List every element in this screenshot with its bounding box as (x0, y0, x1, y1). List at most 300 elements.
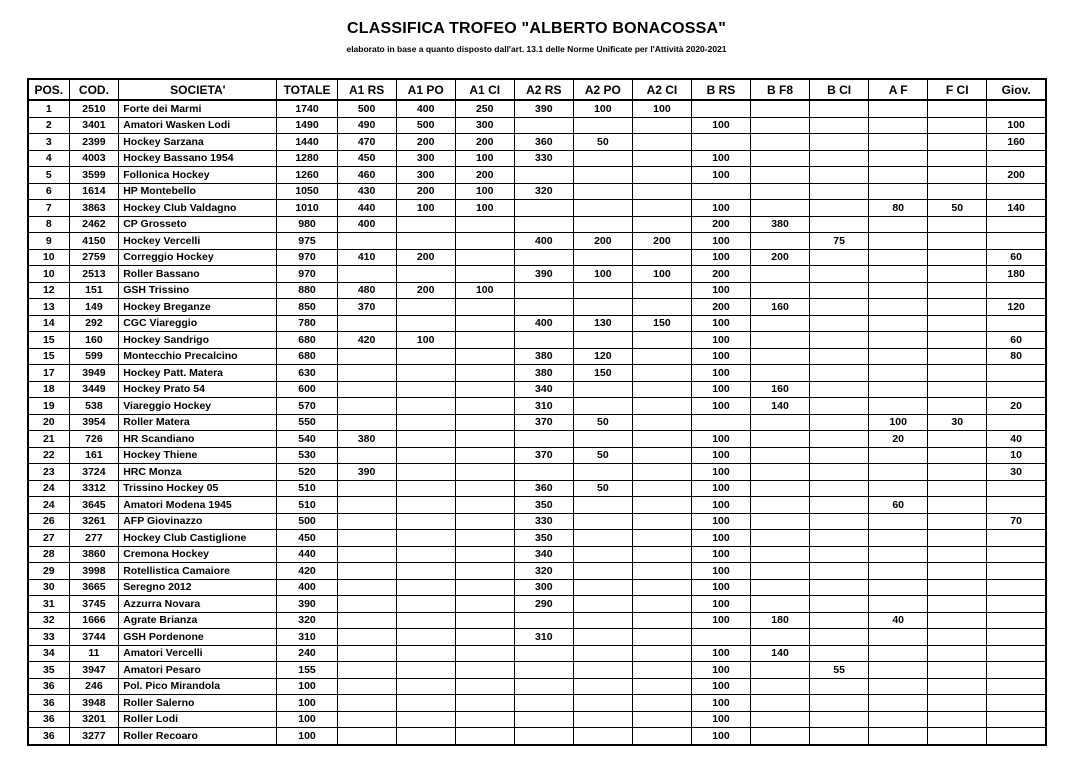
cell-b-rs (691, 100, 750, 117)
cell-a-f (869, 530, 928, 547)
cell-a-f (869, 332, 928, 349)
cell-giov (987, 530, 1046, 547)
cell-b-rs: 100 (691, 563, 750, 580)
cell-a-f (869, 596, 928, 613)
cell-a2-ci (632, 431, 691, 448)
cell-a1-rs (337, 365, 396, 382)
cell-cod: 726 (69, 431, 119, 448)
cell-a2-po (573, 464, 632, 481)
cell-totale: 780 (277, 315, 337, 332)
cell-a-f: 60 (869, 497, 928, 514)
cell-b-f8: 140 (751, 398, 810, 415)
table-row (28, 596, 1046, 613)
cell-pos: 29 (28, 563, 69, 580)
cell-totale: 1490 (277, 117, 337, 134)
cell-a1-ci (455, 447, 514, 464)
column-header-f-ci: F CI (928, 79, 987, 100)
cell-b-rs: 100 (691, 348, 750, 365)
cell-b-ci (810, 216, 869, 233)
cell-giov (987, 678, 1046, 695)
table-row (28, 563, 1046, 580)
cell-a1-ci: 100 (455, 282, 514, 299)
cell-societa: Correggio Hockey (119, 249, 277, 266)
cell-societa: Roller Recoaro (119, 728, 277, 745)
cell-a1-ci (455, 464, 514, 481)
cell-b-f8 (751, 100, 810, 117)
cell-cod: 3860 (69, 546, 119, 563)
cell-a2-rs: 390 (514, 100, 573, 117)
cell-cod: 2513 (69, 266, 119, 283)
cell-societa: Hockey Club Castiglione (119, 530, 277, 547)
cell-societa: Forte dei Marmi (119, 100, 277, 117)
cell-a1-rs (337, 348, 396, 365)
cell-a1-po: 500 (396, 117, 455, 134)
cell-giov: 100 (987, 117, 1046, 134)
cell-b-f8 (751, 464, 810, 481)
cell-cod: 160 (69, 332, 119, 349)
cell-societa: Seregno 2012 (119, 579, 277, 596)
cell-a2-ci (632, 299, 691, 316)
cell-a2-po (573, 662, 632, 679)
cell-b-rs: 100 (691, 249, 750, 266)
cell-b-rs: 200 (691, 299, 750, 316)
cell-totale: 880 (277, 282, 337, 299)
cell-giov (987, 216, 1046, 233)
cell-a1-po (396, 348, 455, 365)
cell-b-rs: 100 (691, 150, 750, 167)
cell-f-ci: 30 (928, 414, 987, 431)
cell-a2-po (573, 167, 632, 184)
cell-a2-po (573, 530, 632, 547)
cell-b-ci (810, 513, 869, 530)
cell-pos: 27 (28, 530, 69, 547)
table-row (28, 100, 1046, 117)
cell-societa: Hockey Patt. Matera (119, 365, 277, 382)
cell-b-rs: 100 (691, 365, 750, 382)
cell-cod: 1666 (69, 612, 119, 629)
cell-societa: GSH Pordenone (119, 629, 277, 646)
cell-f-ci (928, 662, 987, 679)
cell-a2-ci (632, 629, 691, 646)
cell-a-f (869, 233, 928, 250)
cell-cod: 3599 (69, 167, 119, 184)
cell-f-ci (928, 645, 987, 662)
cell-totale: 680 (277, 348, 337, 365)
cell-a2-ci (632, 150, 691, 167)
cell-b-f8 (751, 332, 810, 349)
cell-b-f8 (751, 662, 810, 679)
cell-cod: 3998 (69, 563, 119, 580)
cell-cod: 3665 (69, 579, 119, 596)
cell-cod: 2510 (69, 100, 119, 117)
cell-a2-rs: 400 (514, 233, 573, 250)
cell-a-f (869, 150, 928, 167)
cell-a1-rs (337, 563, 396, 580)
cell-giov (987, 100, 1046, 117)
cell-a1-ci (455, 596, 514, 613)
cell-a1-rs (337, 530, 396, 547)
table-row (28, 117, 1046, 134)
cell-a1-ci: 200 (455, 134, 514, 151)
cell-giov (987, 546, 1046, 563)
cell-societa: Follonica Hockey (119, 167, 277, 184)
cell-a1-rs: 480 (337, 282, 396, 299)
cell-b-f8 (751, 315, 810, 332)
column-header-a-f: A F (869, 79, 928, 100)
cell-a1-ci (455, 497, 514, 514)
cell-b-f8 (751, 579, 810, 596)
cell-pos: 28 (28, 546, 69, 563)
cell-a2-rs (514, 612, 573, 629)
cell-societa: HR Scandiano (119, 431, 277, 448)
cell-f-ci (928, 612, 987, 629)
cell-b-ci: 75 (810, 233, 869, 250)
cell-a1-po (396, 645, 455, 662)
cell-b-rs: 100 (691, 233, 750, 250)
cell-a1-ci (455, 662, 514, 679)
cell-a1-ci (455, 546, 514, 563)
cell-a1-ci (455, 711, 514, 728)
cell-b-f8: 140 (751, 645, 810, 662)
cell-b-ci (810, 695, 869, 712)
cell-societa: Viareggio Hockey (119, 398, 277, 415)
table-row (28, 233, 1046, 250)
cell-totale: 600 (277, 381, 337, 398)
cell-f-ci (928, 266, 987, 283)
cell-a1-ci (455, 299, 514, 316)
cell-societa: Amatori Modena 1945 (119, 497, 277, 514)
cell-b-ci (810, 678, 869, 695)
cell-a2-po: 100 (573, 266, 632, 283)
table-row (28, 579, 1046, 596)
cell-f-ci: 50 (928, 200, 987, 217)
cell-a-f (869, 282, 928, 299)
cell-b-ci (810, 299, 869, 316)
cell-societa: Amatori Pesaro (119, 662, 277, 679)
cell-totale: 240 (277, 645, 337, 662)
cell-a2-rs (514, 431, 573, 448)
cell-societa: HP Montebello (119, 183, 277, 200)
cell-a2-rs (514, 695, 573, 712)
cell-a2-po (573, 612, 632, 629)
cell-a1-ci (455, 332, 514, 349)
table-row (28, 381, 1046, 398)
cell-cod: 161 (69, 447, 119, 464)
table-row (28, 183, 1046, 200)
cell-cod: 3449 (69, 381, 119, 398)
cell-b-ci (810, 596, 869, 613)
cell-a-f: 80 (869, 200, 928, 217)
cell-cod: 1614 (69, 183, 119, 200)
cell-f-ci (928, 233, 987, 250)
cell-b-ci (810, 167, 869, 184)
cell-giov: 30 (987, 464, 1046, 481)
cell-a2-rs: 330 (514, 150, 573, 167)
cell-a2-ci (632, 365, 691, 382)
cell-a1-rs (337, 381, 396, 398)
cell-a2-rs (514, 678, 573, 695)
cell-a1-ci (455, 348, 514, 365)
cell-totale: 630 (277, 365, 337, 382)
cell-pos: 19 (28, 398, 69, 415)
cell-giov (987, 233, 1046, 250)
cell-a1-ci (455, 728, 514, 745)
cell-a1-rs (337, 398, 396, 415)
cell-a2-ci (632, 332, 691, 349)
cell-cod: 3949 (69, 365, 119, 382)
cell-b-rs: 100 (691, 497, 750, 514)
cell-pos: 36 (28, 695, 69, 712)
cell-giov: 200 (987, 167, 1046, 184)
cell-a2-rs: 380 (514, 365, 573, 382)
cell-a2-po (573, 497, 632, 514)
cell-societa: GSH Trissino (119, 282, 277, 299)
cell-a2-ci (632, 579, 691, 596)
cell-a2-rs: 360 (514, 480, 573, 497)
cell-societa: Montecchio Precalcino (119, 348, 277, 365)
cell-a2-po (573, 282, 632, 299)
cell-a1-po: 100 (396, 332, 455, 349)
cell-societa: Agrate Brianza (119, 612, 277, 629)
cell-b-f8 (751, 117, 810, 134)
cell-b-rs: 100 (691, 728, 750, 745)
cell-cod: 11 (69, 645, 119, 662)
cell-pos: 5 (28, 167, 69, 184)
cell-a-f (869, 579, 928, 596)
cell-a1-rs (337, 480, 396, 497)
cell-a1-po (396, 629, 455, 646)
table-row (28, 315, 1046, 332)
cell-a2-rs: 330 (514, 513, 573, 530)
cell-cod: 149 (69, 299, 119, 316)
cell-giov (987, 414, 1046, 431)
cell-a-f (869, 662, 928, 679)
cell-a1-po (396, 546, 455, 563)
table-row (28, 348, 1046, 365)
cell-a2-rs (514, 728, 573, 745)
cell-cod: 3863 (69, 200, 119, 217)
cell-a2-ci (632, 464, 691, 481)
cell-a2-rs (514, 299, 573, 316)
cell-a2-rs (514, 464, 573, 481)
cell-societa: Cremona Hockey (119, 546, 277, 563)
cell-a1-rs (337, 629, 396, 646)
cell-a1-rs: 420 (337, 332, 396, 349)
cell-a1-po (396, 398, 455, 415)
cell-b-rs: 100 (691, 546, 750, 563)
cell-a1-po (396, 563, 455, 580)
cell-a1-ci: 250 (455, 100, 514, 117)
cell-a2-ci: 100 (632, 266, 691, 283)
cell-f-ci (928, 431, 987, 448)
cell-a-f (869, 464, 928, 481)
cell-b-ci (810, 579, 869, 596)
cell-a1-rs: 390 (337, 464, 396, 481)
cell-pos: 6 (28, 183, 69, 200)
cell-a2-po (573, 596, 632, 613)
cell-a1-ci: 100 (455, 150, 514, 167)
cell-a2-po (573, 711, 632, 728)
cell-b-rs: 100 (691, 447, 750, 464)
cell-a-f (869, 266, 928, 283)
cell-a1-po (396, 530, 455, 547)
cell-f-ci (928, 282, 987, 299)
cell-a1-po (396, 678, 455, 695)
cell-giov: 120 (987, 299, 1046, 316)
cell-a2-rs: 340 (514, 546, 573, 563)
cell-f-ci (928, 100, 987, 117)
cell-f-ci (928, 563, 987, 580)
cell-totale: 440 (277, 546, 337, 563)
cell-b-f8: 200 (751, 249, 810, 266)
cell-b-rs: 200 (691, 266, 750, 283)
cell-a1-rs (337, 695, 396, 712)
cell-a-f: 40 (869, 612, 928, 629)
cell-a2-ci (632, 249, 691, 266)
cell-a1-po (396, 728, 455, 745)
cell-a1-rs (337, 497, 396, 514)
cell-a2-ci (632, 728, 691, 745)
cell-totale: 400 (277, 579, 337, 596)
cell-b-f8: 160 (751, 299, 810, 316)
cell-a2-rs: 380 (514, 348, 573, 365)
cell-b-f8 (751, 348, 810, 365)
cell-a1-po (396, 216, 455, 233)
cell-a2-rs (514, 249, 573, 266)
cell-a2-po (573, 150, 632, 167)
cell-f-ci (928, 398, 987, 415)
cell-f-ci (928, 711, 987, 728)
cell-giov (987, 695, 1046, 712)
cell-a1-rs (337, 579, 396, 596)
cell-b-rs: 100 (691, 513, 750, 530)
cell-a1-po (396, 233, 455, 250)
cell-a2-rs: 320 (514, 563, 573, 580)
cell-b-ci (810, 414, 869, 431)
cell-a-f (869, 167, 928, 184)
cell-a1-ci (455, 266, 514, 283)
column-header-giov: Giov. (987, 79, 1046, 100)
cell-a-f (869, 629, 928, 646)
cell-giov (987, 579, 1046, 596)
cell-pos: 9 (28, 233, 69, 250)
cell-a1-po (396, 579, 455, 596)
cell-f-ci (928, 596, 987, 613)
cell-a2-ci (632, 596, 691, 613)
cell-societa: Roller Bassano (119, 266, 277, 283)
cell-cod: 2399 (69, 134, 119, 151)
cell-societa: Azzurra Novara (119, 596, 277, 613)
cell-a1-po (396, 447, 455, 464)
cell-totale: 550 (277, 414, 337, 431)
cell-b-ci (810, 563, 869, 580)
cell-a-f (869, 216, 928, 233)
cell-a2-ci (632, 117, 691, 134)
cell-a1-rs (337, 645, 396, 662)
cell-a2-ci (632, 447, 691, 464)
table-row (28, 612, 1046, 629)
cell-a1-rs: 500 (337, 100, 396, 117)
cell-a1-ci (455, 431, 514, 448)
cell-a-f: 100 (869, 414, 928, 431)
cell-f-ci (928, 216, 987, 233)
cell-giov (987, 629, 1046, 646)
cell-a2-rs (514, 216, 573, 233)
cell-b-ci (810, 249, 869, 266)
cell-cod: 3724 (69, 464, 119, 481)
cell-a1-po (396, 431, 455, 448)
cell-a2-ci: 150 (632, 315, 691, 332)
cell-societa: Roller Matera (119, 414, 277, 431)
header-row (28, 79, 1046, 100)
cell-cod: 3201 (69, 711, 119, 728)
cell-a1-ci: 100 (455, 200, 514, 217)
cell-pos: 3 (28, 134, 69, 151)
cell-a-f (869, 398, 928, 415)
table-row (28, 249, 1046, 266)
table-row (28, 513, 1046, 530)
cell-totale: 1280 (277, 150, 337, 167)
cell-a1-ci (455, 216, 514, 233)
table-row (28, 299, 1046, 316)
table-row (28, 728, 1046, 745)
cell-b-f8 (751, 150, 810, 167)
cell-a-f (869, 728, 928, 745)
cell-pos: 13 (28, 299, 69, 316)
cell-b-rs: 100 (691, 332, 750, 349)
cell-totale: 1260 (277, 167, 337, 184)
cell-pos: 23 (28, 464, 69, 481)
cell-b-ci (810, 398, 869, 415)
cell-totale: 980 (277, 216, 337, 233)
cell-pos: 36 (28, 678, 69, 695)
cell-a-f (869, 249, 928, 266)
column-header-societa: SOCIETA' (119, 79, 277, 100)
table-header (28, 79, 1046, 100)
cell-b-ci (810, 117, 869, 134)
cell-giov: 60 (987, 332, 1046, 349)
cell-b-rs (691, 134, 750, 151)
cell-societa: Amatori Wasken Lodi (119, 117, 277, 134)
cell-b-ci (810, 711, 869, 728)
cell-cod: 277 (69, 530, 119, 547)
column-header-b-f8: B F8 (751, 79, 810, 100)
cell-a1-rs (337, 447, 396, 464)
cell-societa: Amatori Vercelli (119, 645, 277, 662)
cell-a1-ci (455, 398, 514, 415)
cell-giov (987, 728, 1046, 745)
cell-a2-rs: 400 (514, 315, 573, 332)
cell-giov (987, 381, 1046, 398)
column-header-a1-rs: A1 RS (337, 79, 396, 100)
cell-totale: 970 (277, 249, 337, 266)
cell-a1-po (396, 711, 455, 728)
cell-f-ci (928, 629, 987, 646)
cell-totale: 570 (277, 398, 337, 415)
cell-cod: 2759 (69, 249, 119, 266)
cell-cod: 151 (69, 282, 119, 299)
cell-a2-rs (514, 645, 573, 662)
cell-a1-ci (455, 513, 514, 530)
cell-a2-ci (632, 398, 691, 415)
cell-cod: 3954 (69, 414, 119, 431)
cell-a-f (869, 348, 928, 365)
cell-a2-ci (632, 200, 691, 217)
cell-a1-rs (337, 662, 396, 679)
cell-b-f8 (751, 497, 810, 514)
cell-b-f8 (751, 447, 810, 464)
table-row (28, 398, 1046, 415)
